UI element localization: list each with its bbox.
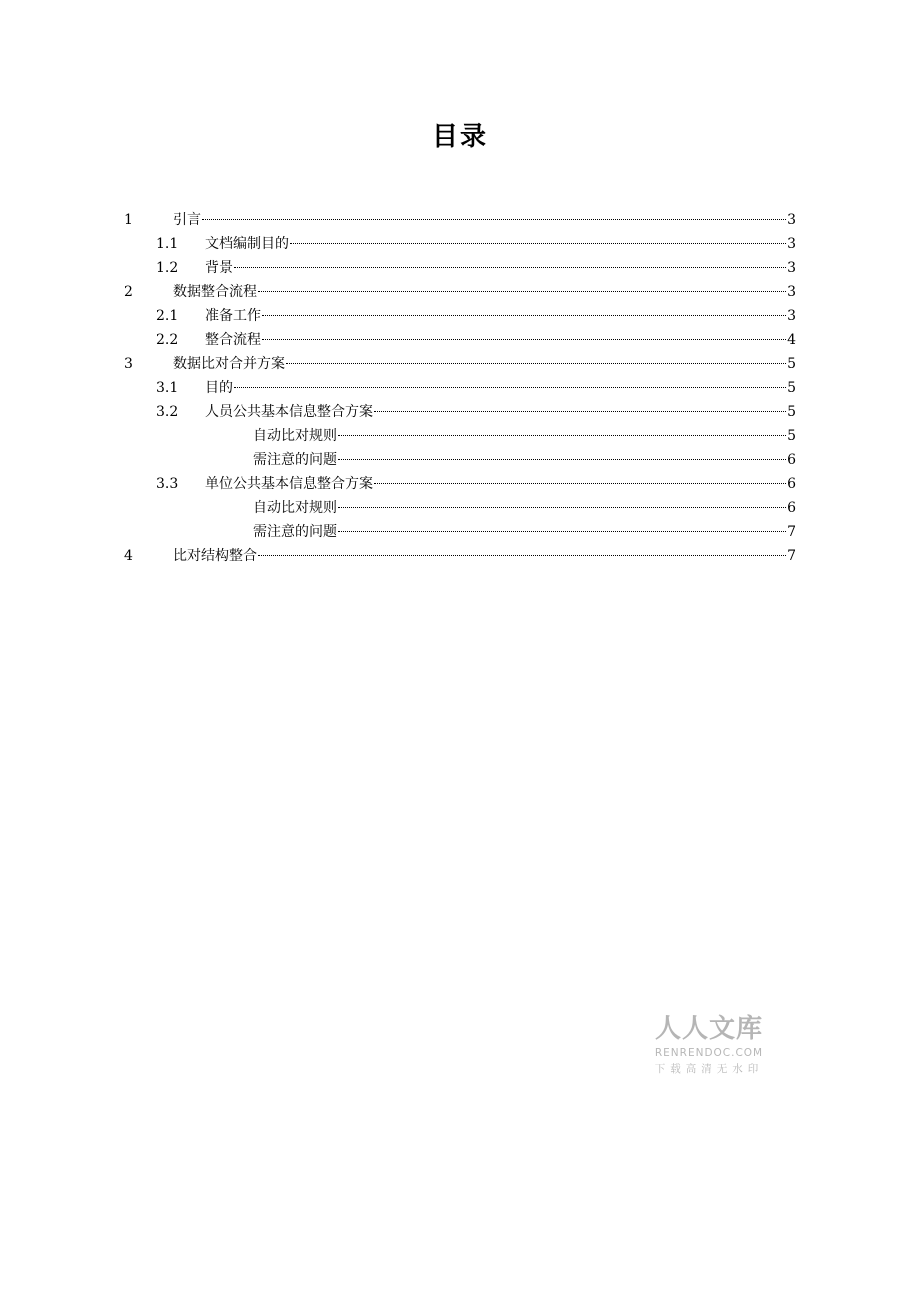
toc-entry-number: 3.2	[156, 404, 179, 420]
toc-entry[interactable]	[0, 400, 920, 424]
toc-entry-number: 2.1	[156, 308, 179, 324]
toc-entry-number: 3.1	[156, 380, 179, 396]
toc-entry-page-number: 5	[787, 404, 796, 420]
toc-entry[interactable]	[0, 376, 920, 400]
toc-entry-page-number: 5	[787, 428, 796, 444]
toc-dot-leader	[262, 339, 786, 340]
toc-dot-leader	[290, 243, 786, 244]
toc-entry-title: 目的	[205, 380, 233, 396]
toc-dot-leader	[338, 507, 786, 508]
toc-entry-title: 单位公共基本信息整合方案	[205, 476, 373, 492]
toc-dot-leader	[374, 411, 786, 412]
toc-entry-page-number: 4	[787, 332, 796, 348]
toc-entry[interactable]	[0, 304, 920, 328]
toc-entry-page-number: 6	[787, 500, 796, 516]
toc-entry-title: 引言	[173, 212, 201, 228]
toc-entry-page-number: 3	[787, 284, 796, 300]
toc-entry-title: 自动比对规则	[253, 428, 337, 444]
toc-entry-number: 3	[124, 356, 133, 372]
toc-entry-title: 自动比对规则	[253, 500, 337, 516]
toc-entry[interactable]	[0, 520, 920, 544]
toc-entry-title: 准备工作	[205, 308, 261, 324]
watermark-url: RENRENDOC.COM	[654, 1047, 764, 1059]
toc-entry-page-number: 3	[787, 260, 796, 276]
toc-entry-page-number: 7	[787, 524, 796, 540]
toc-entry[interactable]	[0, 424, 920, 448]
toc-entry-number: 2.2	[156, 332, 179, 348]
toc-entry[interactable]	[0, 232, 920, 256]
toc-dot-leader	[338, 459, 786, 460]
watermark-tagline: 下载高清无水印	[654, 1063, 764, 1075]
toc-entry-title: 数据比对合并方案	[173, 356, 285, 372]
toc-entry-number: 4	[124, 548, 133, 564]
toc-dot-leader	[338, 531, 786, 532]
toc-entry-page-number: 6	[787, 452, 796, 468]
page-title: 目录	[431, 122, 488, 152]
toc-entry-title: 人员公共基本信息整合方案	[205, 404, 373, 420]
toc-entry-title: 需注意的问题	[253, 452, 337, 468]
toc-entry[interactable]	[0, 496, 920, 520]
toc-entry-title: 背景	[205, 260, 233, 276]
toc-entry[interactable]	[0, 448, 920, 472]
toc-entry-title: 整合流程	[205, 332, 261, 348]
table-of-contents	[0, 208, 920, 568]
toc-entry[interactable]	[0, 256, 920, 280]
toc-entry-number: 3.3	[156, 476, 179, 492]
toc-dot-leader	[258, 291, 786, 292]
toc-dot-leader	[374, 483, 786, 484]
toc-entry-title: 文档编制目的	[205, 236, 289, 252]
toc-entry-number: 1.2	[156, 260, 179, 276]
toc-dot-leader	[202, 219, 786, 220]
toc-entry[interactable]	[0, 208, 920, 232]
toc-entry[interactable]	[0, 544, 920, 568]
toc-dot-leader	[234, 267, 786, 268]
toc-dot-leader	[234, 387, 786, 388]
toc-entry-title: 比对结构整合	[173, 548, 257, 564]
watermark	[644, 1012, 774, 1078]
toc-entry-page-number: 6	[787, 476, 796, 492]
toc-entry-page-number: 7	[787, 548, 796, 564]
toc-dot-leader	[258, 555, 786, 556]
toc-entry-page-number: 3	[787, 308, 796, 324]
toc-entry[interactable]	[0, 472, 920, 496]
toc-entry[interactable]	[0, 280, 920, 304]
toc-entry[interactable]	[0, 328, 920, 352]
toc-dot-leader	[262, 315, 786, 316]
toc-entry-page-number: 3	[787, 212, 796, 228]
toc-entry-page-number: 5	[787, 380, 796, 396]
watermark-logo: 人人文库	[654, 1014, 763, 1044]
toc-entry-title: 需注意的问题	[253, 524, 337, 540]
toc-entry-page-number: 3	[787, 236, 796, 252]
toc-entry-page-number: 5	[787, 356, 796, 372]
toc-entry-title: 数据整合流程	[173, 284, 257, 300]
toc-entry-number: 1	[124, 212, 133, 228]
toc-entry-number: 2	[124, 284, 133, 300]
toc-dot-leader	[338, 435, 786, 436]
toc-entry[interactable]	[0, 352, 920, 376]
toc-dot-leader	[286, 363, 786, 364]
toc-entry-number: 1.1	[156, 236, 179, 252]
